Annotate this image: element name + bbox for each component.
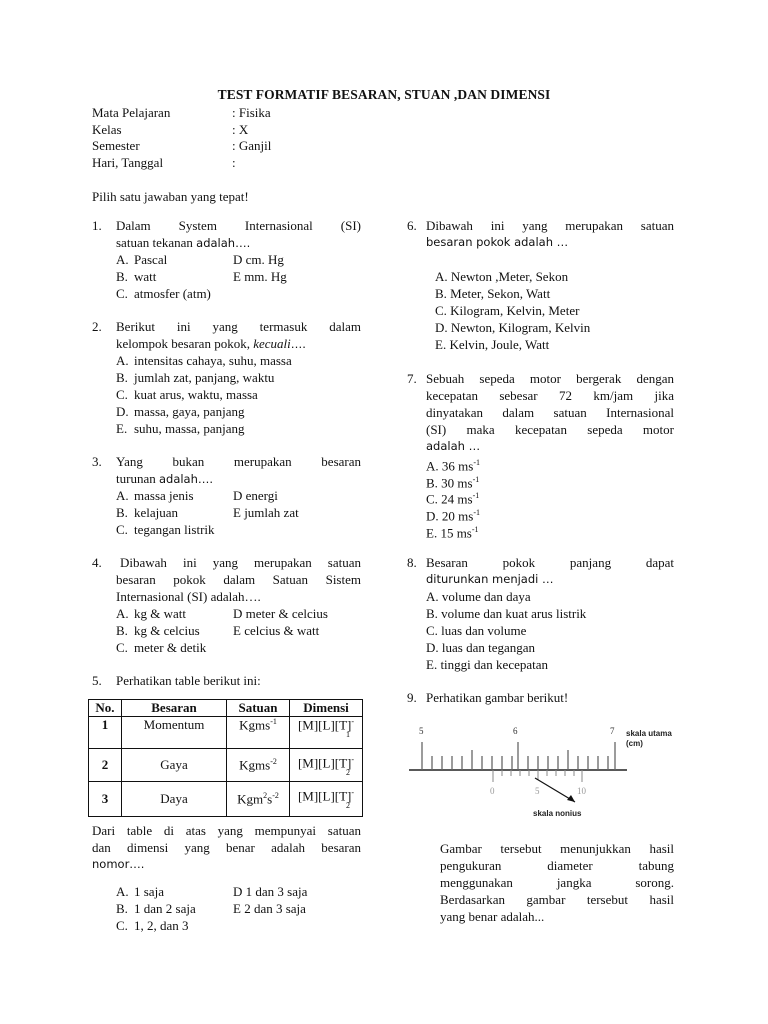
q3-option-c-text: tegangan listrik <box>134 522 215 537</box>
q2-option-c-text: kuat arus, waktu, massa <box>134 387 258 402</box>
q4-option-d-text: D meter & celcius <box>233 606 328 621</box>
q5-after-line3: nomor…. <box>92 857 145 871</box>
q8-option-e[interactable]: E. tinggi dan kecepatan <box>426 657 549 672</box>
q7-text-line3: dinyatakan dalam satuan Internasional <box>426 405 674 420</box>
q6-option-c[interactable]: C. Kilogram, Kelvin, Meter <box>435 303 580 318</box>
nonius-label-0: 0 <box>490 786 495 796</box>
q1-text-line2b: adalah…. <box>196 236 251 250</box>
q1-text-line2 <box>116 234 250 252</box>
q9-prompt: Perhatikan gambar berikut! <box>426 690 569 705</box>
cell-no: 1 <box>89 717 122 749</box>
q9-text-line1: Gambar tersebut menunjukkan hasil <box>440 841 674 856</box>
q1-number: 1. <box>92 218 102 233</box>
meta-value: : Ganjil <box>232 138 272 153</box>
q8-option-c[interactable]: C. luas dan volume <box>426 623 527 638</box>
q3-text-line2 <box>116 470 213 488</box>
q2-text-line1: Berikut ini yang termasuk dalam <box>116 319 361 334</box>
meta-value: : Fisika <box>232 105 271 120</box>
table-row <box>89 782 363 817</box>
q8-option-d[interactable]: D. luas dan tegangan <box>426 640 536 655</box>
meta-label: Hari, Tanggal <box>92 155 164 170</box>
q2-number: 2. <box>92 319 102 334</box>
q9-text-line3: menggunakan jangka sorong. <box>440 875 674 890</box>
q9-text-line2: pengukuran diameter tabung <box>440 858 674 873</box>
q5-option-e-text: E 2 dan 3 saja <box>233 901 306 916</box>
main-label-5: 5 <box>419 726 424 736</box>
page-title: TEST FORMATIF BESARAN, STUAN ,DAN DIMENSI <box>217 87 551 102</box>
table-header: Satuan <box>227 700 290 717</box>
q5-option-a-text: 1 saja <box>134 884 164 899</box>
q8-number: 8. <box>407 555 417 570</box>
q2-option-d-text: massa, gaya, panjang <box>134 404 245 419</box>
label-cm: (cm) <box>626 739 643 748</box>
q8-option-a[interactable]: A. volume dan daya <box>426 589 531 604</box>
main-label-6: 6 <box>513 726 518 736</box>
q5-option-d-text: D 1 dan 3 saja <box>233 884 308 899</box>
q1-option-e-text: E mm. Hg <box>233 269 287 284</box>
cell-no: 2 <box>89 749 122 782</box>
cell-no: 3 <box>89 782 122 817</box>
q6-option-a[interactable]: A. Newton ,Meter, Sekon <box>435 269 569 284</box>
q7-number: 7. <box>407 371 417 386</box>
q3-text-line1: Yang bukan merupakan besaran <box>116 454 361 469</box>
q6-number: 6. <box>407 218 417 233</box>
table-row <box>89 749 363 782</box>
q5-table <box>88 699 363 817</box>
q6-text-line1: Dibawah ini yang merupakan satuan <box>426 218 674 233</box>
label-skala-nonius: skala nonius <box>533 809 582 818</box>
cell-satuan: Kgms$^{-2}$ <box>227 749 290 782</box>
cell-besaran: Gaya <box>122 749 227 782</box>
q4-option-a-text: kg & watt <box>134 606 186 621</box>
q3-option-d-text: D energi <box>233 488 278 503</box>
q2-text-line2b: kecuali <box>253 336 291 351</box>
q5-number: 5. <box>92 673 102 688</box>
nonius-scale-ticks <box>493 770 582 782</box>
q9-text-line5: yang benar adalah... <box>440 909 545 924</box>
nonius-pointer-arrowhead <box>567 795 575 802</box>
q8-option-b[interactable]: B. volume dan kuat arus listrik <box>426 606 587 621</box>
q8-text-line1: Besaran pokok panjang dapat <box>426 555 674 570</box>
q2-text-line2c: …. <box>290 337 306 351</box>
q7-option-c[interactable]: C. 24 $ms^{-1}$ <box>426 491 480 507</box>
q1-text-line2a: satuan tekanan <box>116 235 197 250</box>
instruction: Pilih satu jawaban yang tepat! <box>92 189 249 204</box>
q1-option-b-text: watt <box>134 269 157 284</box>
q7-option-e[interactable]: E. 15 $ms^{-1}$ <box>426 525 479 541</box>
q7-option-a[interactable]: A. 36 $ms^{-1}$ <box>426 458 480 474</box>
q9-number: 9. <box>407 690 417 705</box>
meta-value: : <box>232 155 236 170</box>
q6-option-d[interactable]: D. Newton, Kilogram, Kelvin <box>435 320 591 335</box>
q2-option-a-text: intensitas cahaya, suhu, massa <box>134 353 292 368</box>
q7-option-b[interactable]: B. 30 $ms^{-1}$ <box>426 475 480 491</box>
table-header: Besaran <box>122 700 227 717</box>
cell-dimensi: [M][L][T]- 2 <box>290 782 363 817</box>
q4-number: 4. <box>92 555 102 570</box>
cell-besaran: Momentum <box>122 717 227 749</box>
meta-label: Kelas <box>92 122 122 137</box>
q2-text-line2 <box>116 335 306 353</box>
q1-text-line1: Dalam System Internasional (SI) <box>116 218 361 233</box>
nonius-label-10: 10 <box>577 786 586 796</box>
q4-option-b-text: kg & celcius <box>134 623 200 638</box>
table-header: No. <box>89 700 122 717</box>
label-skala-utama: skala utama <box>626 729 672 738</box>
q5-option-b-text: 1 dan 2 saja <box>134 901 196 916</box>
meta-value: : X <box>232 122 249 137</box>
q4-option-e-text: E celcius & watt <box>233 623 320 638</box>
q1-option-c-text: atmosfer (atm) <box>134 286 211 301</box>
vernier-caliper-figure <box>405 718 705 828</box>
q4-text-line3: Internasional (SI) adalah…. <box>116 589 261 604</box>
q2-option-b-text: jumlah zat, panjang, waktu <box>134 370 275 385</box>
q3-number: 3. <box>92 454 102 469</box>
main-label-7: 7 <box>610 726 615 736</box>
q3-text-line2a: turunan <box>116 471 159 486</box>
q7-text-line4: (SI) maka kecepatan sepeda motor <box>426 422 674 437</box>
q7-text-line1: Sebuah sepeda motor bergerak dengan <box>426 371 674 386</box>
table-header: Dimensi <box>290 700 363 717</box>
q2-text-line2a: kelompok besaran pokok, <box>116 336 254 351</box>
cell-satuan: Kgms$^{-1}$ <box>227 717 290 749</box>
q7-text-line5: adalah … <box>426 439 481 453</box>
cell-dimensi: [M][L][T]- 1 <box>290 717 363 749</box>
q5-after-line2: dan dimensi yang benar adalah besaran <box>92 840 361 855</box>
q4-text-line1: Dibawah ini yang merupakan satuan <box>120 555 361 570</box>
q3-option-e-text: E jumlah zat <box>233 505 299 520</box>
table-row <box>89 717 363 749</box>
q3-option-b-text: kelajuan <box>134 505 179 520</box>
cell-besaran: Daya <box>122 782 227 817</box>
nonius-label-5: 5 <box>535 786 540 796</box>
q5-after-line1: Dari table di atas yang mempunyai satuan <box>92 823 361 838</box>
q5-option-c-text: 1, 2, dan 3 <box>134 918 189 933</box>
q6-option-e[interactable]: E. Kelvin, Joule, Watt <box>435 337 550 352</box>
q8-text-line2: diturunkan menjadi … <box>426 572 554 586</box>
main-scale-ticks <box>422 742 615 770</box>
q3-text-line2b: adalah…. <box>158 472 214 486</box>
meta-label: Mata Pelajaran <box>92 105 171 120</box>
q5-prompt: Perhatikan table berikut ini: <box>116 673 261 688</box>
q1-option-d-text: D cm. Hg <box>233 252 284 267</box>
q4-option-c-text: meter & detik <box>134 640 207 655</box>
q2-option-e-text: suhu, massa, panjang <box>134 421 245 436</box>
q4-text-line2: besaran pokok dalam Satuan Sistem <box>116 572 361 587</box>
q6-text-line2: besaran pokok adalah … <box>426 235 569 249</box>
q7-text-line2: kecepatan sebesar 72 km/jam jika <box>426 388 674 403</box>
q1-option-a-text: Pascal <box>134 252 168 267</box>
meta-label: Semester <box>92 138 140 153</box>
q7-option-d[interactable]: D. 20 $ms^{-1}$ <box>426 508 480 524</box>
q9-text-line4: Berdasarkan gambar tersebut hasil <box>440 892 674 907</box>
q6-option-b[interactable]: B. Meter, Sekon, Watt <box>435 286 551 301</box>
cell-dimensi: [M][L][T]- 2 <box>290 749 363 782</box>
q3-option-a-text: massa jenis <box>134 488 194 503</box>
cell-satuan: $Kgm^2s^{-2}$ <box>227 782 290 817</box>
